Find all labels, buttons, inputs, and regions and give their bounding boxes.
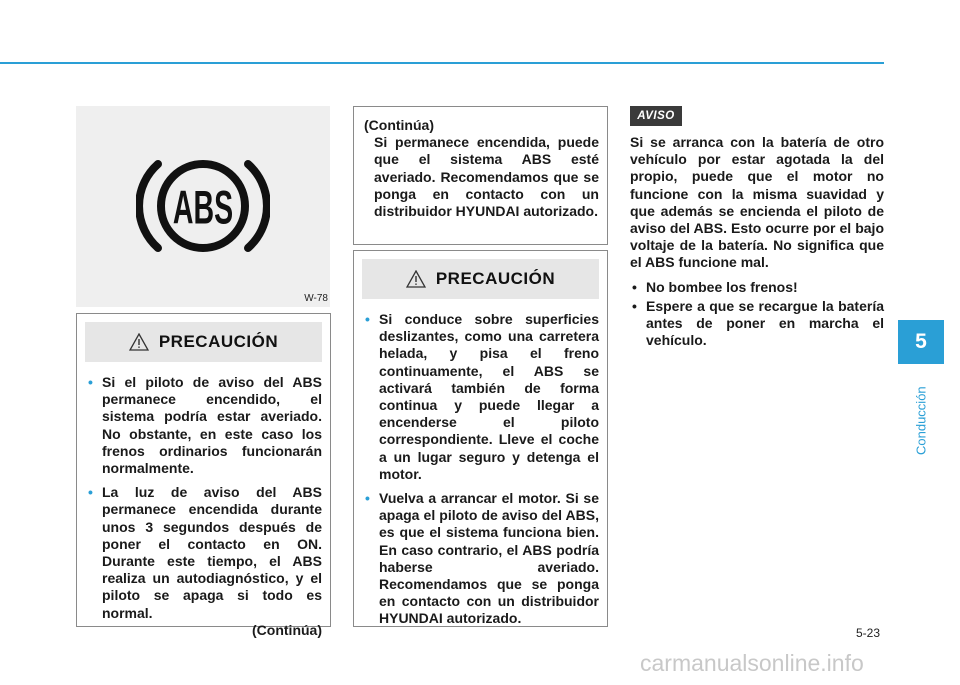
- aviso-text: Si se arranca con la batería de otro vehículo por estar agotada la del propio, puede que el motor no funcione con la misma suavidad y que además se encienda el piloto de aviso del ABS. Esto ocurre por el bajo voltaje de la batería. No significa que el ABS funcione mal.: [630, 134, 884, 271]
- bullet-icon: •: [88, 484, 93, 501]
- continued-box: [353, 106, 608, 245]
- aviso-list: [630, 279, 884, 350]
- list-item: • Si conduce sobre superficies deslizantes, como una carretera helada, y pisa el freno continuamente, el ABS se activará también de forma continua y puede llegar a encenderse el piloto correspondiente. Lleve el coche a un lugar seguro y detenga el motor.: [365, 311, 599, 482]
- continued-heading: (Continúa): [364, 117, 434, 133]
- caution-box-1: [76, 313, 331, 638]
- continues-label: (Continúa): [252, 621, 322, 638]
- abs-warning-figure: [76, 106, 330, 307]
- abs-warning-light-icon: [136, 146, 270, 266]
- caution-list: [88, 374, 322, 622]
- bullet-icon: •: [632, 297, 637, 314]
- list-item: • Vuelva a arrancar el motor. Si se apaga el piloto de aviso del ABS, es que el sistema funciona bien. En caso contrario, el ABS podría haberse averiado. Recomendamos que se ponga en contacto con un distribuidor HYUNDAI autorizado.: [365, 490, 599, 627]
- caution-header: [85, 322, 322, 362]
- bullet-icon: •: [632, 278, 637, 295]
- chapter-tab: 5: [898, 320, 944, 364]
- continued-text: Si permanece encendida, puede que el sistema ABS esté averiado. Recomendamos que se ponga en contacto con un distribuidor HYUNDAI autorizado.: [374, 134, 599, 220]
- svg-text:ABS: ABS: [172, 182, 234, 235]
- caution-title: PRECAUCIÓN: [158, 332, 279, 351]
- list-item: • Espere a que se recargue la batería antes de poner en marcha el vehículo.: [632, 297, 884, 349]
- aviso-section: [630, 134, 884, 356]
- caution-list: [365, 311, 599, 628]
- list-item: • La luz de aviso del ABS permanece encendida durante unos 3 segundos después de poner el contacto en ON. Durante este tiempo, el ABS realiza un autodiagnóstico, y el piloto se apaga si todo es normal.: [88, 484, 322, 621]
- header-rule: [0, 62, 884, 64]
- bullet-icon: •: [365, 490, 370, 507]
- page-number: 5-23: [856, 626, 881, 640]
- chapter-label: Conducción: [913, 386, 929, 455]
- caution-title: PRECAUCIÓN: [435, 269, 556, 288]
- bullet-icon: •: [88, 374, 93, 390]
- figure-code: W-78: [304, 293, 328, 304]
- list-item: • Si el piloto de aviso del ABS permanece encendido, el sistema podría estar averiado. No obstante, en este caso los frenos ordinarios funcionarán normalmente.: [88, 374, 322, 477]
- warning-triangle-icon: [129, 333, 149, 351]
- list-item: • No bombee los frenos!: [632, 278, 798, 295]
- watermark: carmanualsonline.info: [640, 650, 864, 676]
- aviso-badge: AVISO: [630, 106, 682, 126]
- bullet-icon: •: [365, 311, 370, 327]
- caution-box-2: [353, 250, 608, 627]
- caution-header: [362, 259, 599, 299]
- warning-triangle-icon: [406, 270, 426, 288]
